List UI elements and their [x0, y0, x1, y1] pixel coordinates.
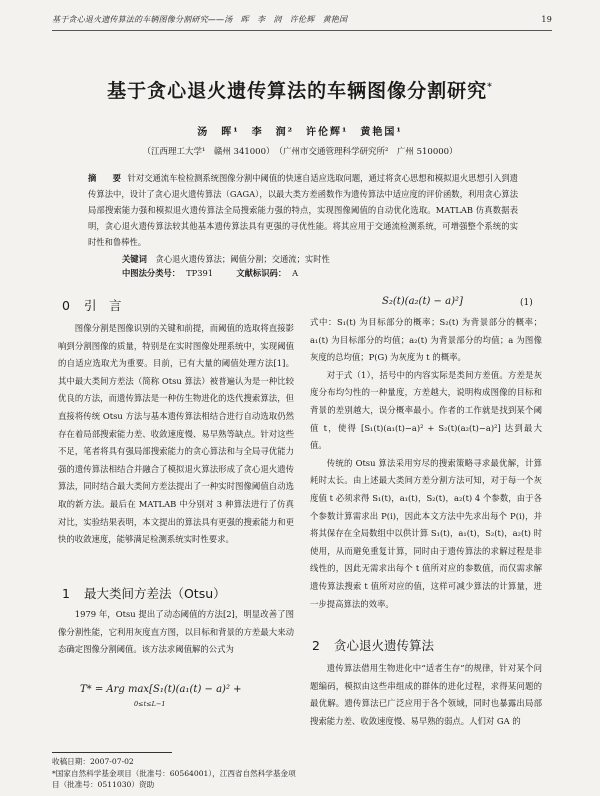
doc-code-value: A [292, 268, 299, 278]
page-number: 19 [541, 14, 552, 24]
formula-1-number: (1) [520, 298, 533, 308]
footnote-fund: *国家自然科学基金项目（批准号：60564001），江西省自然科学基金项目（批准号：0511030）资助 [52, 769, 296, 789]
keywords-label: 关键词 [122, 254, 147, 264]
paper-title-text: 基于贪心退火遗传算法的车辆图像分割研究 [107, 80, 488, 102]
keywords-text: 贪心退火遗传算法；阈值分割；交通流；实时性 [155, 254, 330, 264]
running-head [52, 8, 552, 31]
footnote-received: 收稿日期：2007-07-02 [52, 757, 134, 766]
title-footnote-mark: * [487, 82, 493, 93]
classification-line [122, 266, 522, 280]
section-1-heading [62, 584, 226, 602]
paper-title [60, 76, 540, 103]
keywords [122, 252, 522, 266]
abstract-text: 针对交通流车检检测系统图像分割中阈值的快速自适应选取问题，通过将贪心思想和模拟退火思想引入到遗传算法中，设计了贪心退火遗传算法（GAGA），以最大类方差函数作为遗传算法中适应度的评价函数，利用贪心算法局部搜索能力强和模拟退火遗传算法全局搜索能力强的特点，实现图像阈值的自动优化选取。MATLAB 仿真数据表明，贪心退火遗传算法较其他基本遗传算法具有更强的寻优性能。将其应用于交通流检测系统，可增强整个系统的实时性和鲁棒性。 [88, 173, 518, 247]
section-2-title: 贪心退火遗传算法 [333, 638, 434, 653]
formula-1-part-b: S₂(t)(a₂(t) − a)²] [382, 296, 463, 307]
formula-1-text: T* = Arg max[S₁(t)(a₁(t) − a)² + [80, 684, 242, 695]
otsu-paragraph: 1979 年，Otsu 提出了动态阈值的方法[2]，明显改善了图像分割性能，它利用灰度直方图，以目标和背景的方差最大来动态确定图像分割阈值。该方法求阈值解的公式为 [58, 609, 294, 655]
abstract [88, 170, 518, 250]
otsu-body-right [310, 314, 542, 613]
intro-paragraph: 图像分割是图像识别的关键和前提，而阈值的选取将直接影响到分割图像的质量，特别是在实时图像处理系统中，实现阈值的自适应选取尤为重要。目前，已有大量的阈值处理方法[1]。其中最大类间方差法（简称 Otsu 算法）被普遍认为是一种比较优良的方法，而遗传算法是一种仿生物进化的迭代搜索算法，但直接将传统 Otsu 方法与基本遗传算法相结合进行自动选取仍然存在着局部搜索能力差、收敛速度慢、易早熟等缺点。针对这些不足，笔者将具有强局部搜索能力的贪心算法和与全局寻优能力强的遗传算法相结合并融合了模拟退火算法形成了贪心退火遗传算法，同时结合最大类间方差法提出了一种实时图像阈值自动选取的新方法。最后在 MATLAB 中分别对 3 种算法进行了仿真对比，实验结果表明，本文提出的算法具有更强的搜索能力和更快的收敛速度，能够满足检测系统实时性要求。 [58, 323, 294, 545]
otsu-body [58, 606, 294, 659]
section-0-number: 0 [62, 298, 70, 313]
clc-value: TP391 [186, 268, 214, 278]
intro-body [58, 320, 294, 549]
gaga-body [310, 660, 542, 730]
clc-label: 中图法分类号： [122, 268, 181, 278]
section-1-title: 最大类间方差法（Otsu） [83, 586, 226, 601]
otsu-right-paragraph-2: 传统的 Otsu 算法采用穷尽的搜索策略寻求最优解，计算耗时太长。由上述最大类间方差分割方法可知，对于每一个灰度值 t 必须求得 S₁(t)，a₁(t)，S₂(t)，a₂(t) 4 个参数，由于各个参数计算需求出 P(i)，因此本文方法中先求出每个 P(i)，并将其保存在全局数组中以供计算 S₁(t)，a₁(t)，S₂(t)，a₂(t) 时使用，从而避免重复计算，同时由于遗传算法的求解过程是非线性的，因此无需求出每个 t 值所对应的参数值，而仅需求解遗传算法搜索 t 值所对应的值，这样可减少算法的计算量，进一步提高算法的效率。 [310, 457, 542, 609]
section-2-number: 2 [312, 638, 320, 653]
section-2-heading [312, 636, 434, 654]
gaga-paragraph: 遗传算法借用生物进化中“适者生存”的规律，针对某个问题编码，模拟由这些串组成的群体的进化过程，求得某问题的最优解。遗传算法已广泛应用于各个领域，同时也暴露出局部搜索能力差、收敛速度慢、易早熟的弱点。人们对 GA 的 [310, 663, 542, 726]
doc-code-label: 文献标识码： [236, 268, 287, 278]
otsu-right-paragraph-1: 对于式（1），括号中的内容实际是类间方差值。方差是灰度分布均匀性的一种量度，方差越大，说明构成图像的目标和背景的差别越大，误分概率最小。作者的工作就是找到某个阈值 t，使得 [S₁(t)(a₁(t)−a)² + S₂(t)(a₂(t)−a)²] 达到最大值。 [310, 369, 542, 451]
author-list: 汤 晖¹ 李 润² 许伦辉¹ 黄艳国¹ [197, 127, 403, 138]
footnote-divider [52, 752, 172, 753]
abstract-label: 摘 要 [88, 173, 125, 183]
section-1-number: 1 [62, 586, 70, 601]
section-0-heading [62, 296, 121, 314]
affiliations: （江西理工大学¹ 赣州 341000） （广州市交通管理科学研究所² 广州 510000） [142, 147, 458, 157]
section-0-title: 引 言 [83, 298, 122, 313]
formula-1-part-a [80, 684, 294, 695]
running-head-text: 基于贪心退火遗传算法的车辆图像分割研究——汤 晖 李 润 许伦辉 黄艳国 [52, 14, 348, 24]
formula-1-subscript: 0≤t≤L−1 [134, 700, 166, 708]
formula-explanation: 式中：S₁(t) 为目标部分的概率；S₂(t) 为背景部分的概率；a₁(t) 为目标部分的均值；a₂(t) 为背景部分的均值；a 为图像灰度的总均值；P(G) 为灰度为 t 的概率。 [310, 317, 542, 363]
